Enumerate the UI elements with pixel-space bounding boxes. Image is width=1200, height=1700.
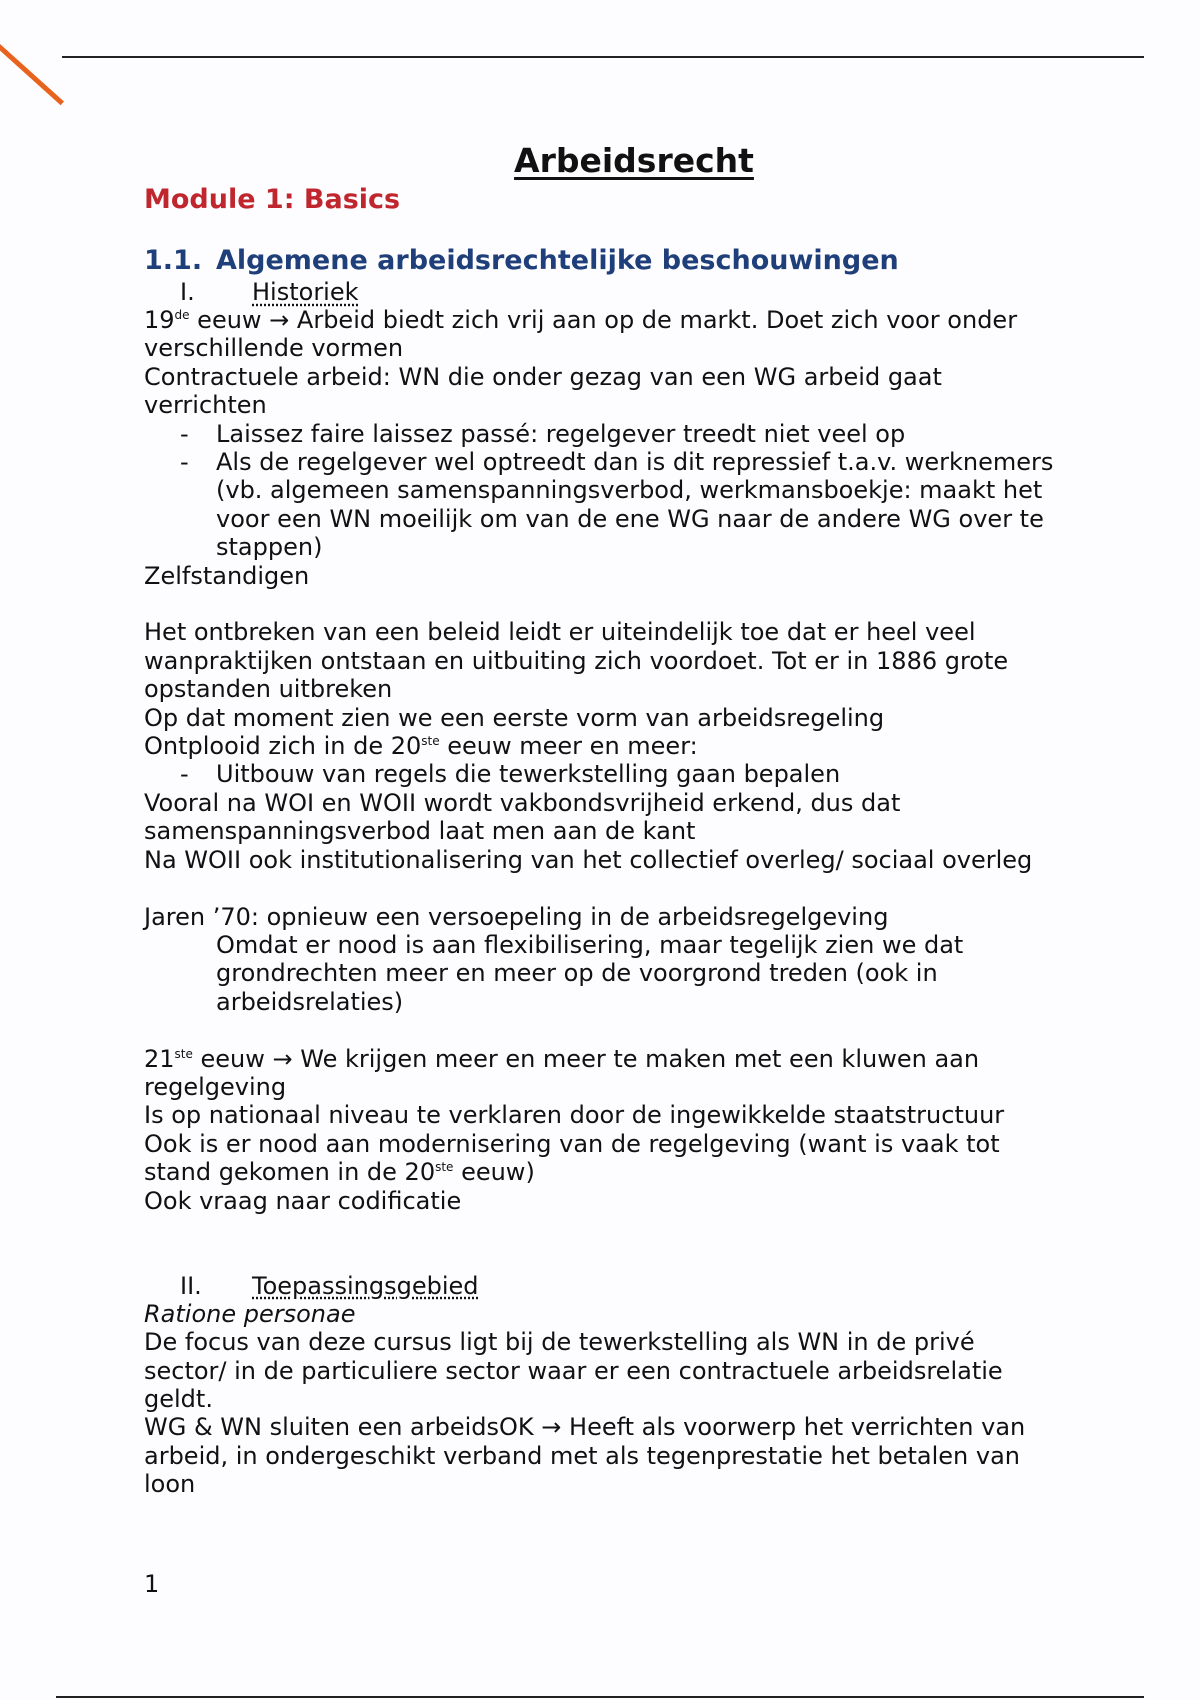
header-rule bbox=[62, 56, 1144, 58]
paragraph: Is op nationaal niveau te verklaren door de ingewikkelde staatstructuur bbox=[144, 1101, 1005, 1130]
section-heading bbox=[144, 244, 1064, 278]
subheading-title: Toepassingsgebied bbox=[252, 1271, 479, 1300]
paragraph: Zelfstandigen bbox=[144, 561, 310, 590]
subheading-toepassingsgebied bbox=[144, 1272, 1064, 1300]
corner-mark bbox=[0, 35, 64, 106]
paragraph: Jaren ’70: opnieuw een versoepeling in de arbeidsregelgeving bbox=[144, 902, 889, 931]
section-number: 1.1. bbox=[144, 245, 203, 276]
paragraph: Vooral na WOI en WOII wordt vakbondsvrijheid erkend, dus dat samenspanningsverbod laat men aan de kant bbox=[144, 788, 901, 846]
list-item: - Als de regelgever wel optreedt dan is dit repressief t.a.v. werknemers (vb. algemeen samenspanningsverbod, werkmansboekje: maakt het voor een WN moeilijk om van de ene WG naar de andere WG over te stappen) bbox=[180, 448, 1054, 562]
subheading-number: II. bbox=[180, 1271, 202, 1300]
list-item: - Laissez faire laissez passé: regelgever treedt niet veel op bbox=[180, 419, 906, 448]
subheading-historiek bbox=[144, 278, 1064, 306]
paragraph: Na WOII ook institutionalisering van het collectief overleg/ sociaal overleg bbox=[144, 845, 1033, 874]
paragraph: Ook is er nood aan modernisering van de regelgeving (want is vaak tot stand gekomen in de 20ste eeuw) bbox=[144, 1129, 1000, 1187]
module-heading: Module 1: Basics bbox=[144, 184, 401, 215]
paragraph: Ook vraag naar codificatie bbox=[144, 1186, 462, 1215]
paragraph: Op dat moment zien we een eerste vorm van arbeidsregeling bbox=[144, 703, 885, 732]
paragraph: Het ontbreken van een beleid leidt er uiteindelijk toe dat er heel veel wanpraktijken ontstaan en uitbuiting zich voordoet. Tot er in 1886 grote opstanden uitbreken bbox=[144, 618, 1009, 704]
footer-rule bbox=[56, 1696, 1144, 1698]
paragraph: WG & WN sluiten een arbeidsOK → Heeft als voorwerp het verrichten van arbeid, in ondergeschikt verband met als tegenprestatie het betalen van loon bbox=[144, 1413, 1026, 1499]
paragraph: 21ste eeuw → We krijgen meer en meer te maken met een kluwen aan regelgeving bbox=[144, 1044, 980, 1101]
paragraph: 19de eeuw → Arbeid biedt zich vrij aan op de markt. Doet zich voor onder verschillende vormen bbox=[144, 306, 1018, 363]
subheading-title: Historiek bbox=[252, 278, 359, 306]
paragraph: Ontplooid zich in de 20ste eeuw meer en meer: bbox=[144, 732, 698, 761]
italic-label: Ratione personae bbox=[144, 1299, 356, 1328]
page-number: 1 bbox=[144, 1570, 160, 1598]
subheading-number: I. bbox=[180, 278, 195, 306]
list-item: - Uitbouw van regels die tewerkstelling gaan bepalen bbox=[180, 760, 841, 789]
document-body bbox=[144, 140, 1064, 1499]
paragraph: De focus van deze cursus ligt bij de tewerkstelling als WN in de privé sector/ in de particuliere sector waar er een contractuele arbeidsrelatie geldt. bbox=[144, 1328, 1003, 1413]
paragraph: Contractuele arbeid: WN die onder gezag van een WG arbeid gaat verrichten bbox=[144, 362, 942, 420]
document-title: Arbeidsrecht bbox=[514, 141, 754, 180]
section-title: Algemene arbeidsrechtelijke beschouwingen bbox=[216, 245, 899, 276]
indented-paragraph: Omdat er nood is aan flexibilisering, maar tegelijk zien we dat grondrechten meer en meer op de voorgrond treden (ook in arbeidsrelaties) bbox=[216, 930, 964, 1016]
